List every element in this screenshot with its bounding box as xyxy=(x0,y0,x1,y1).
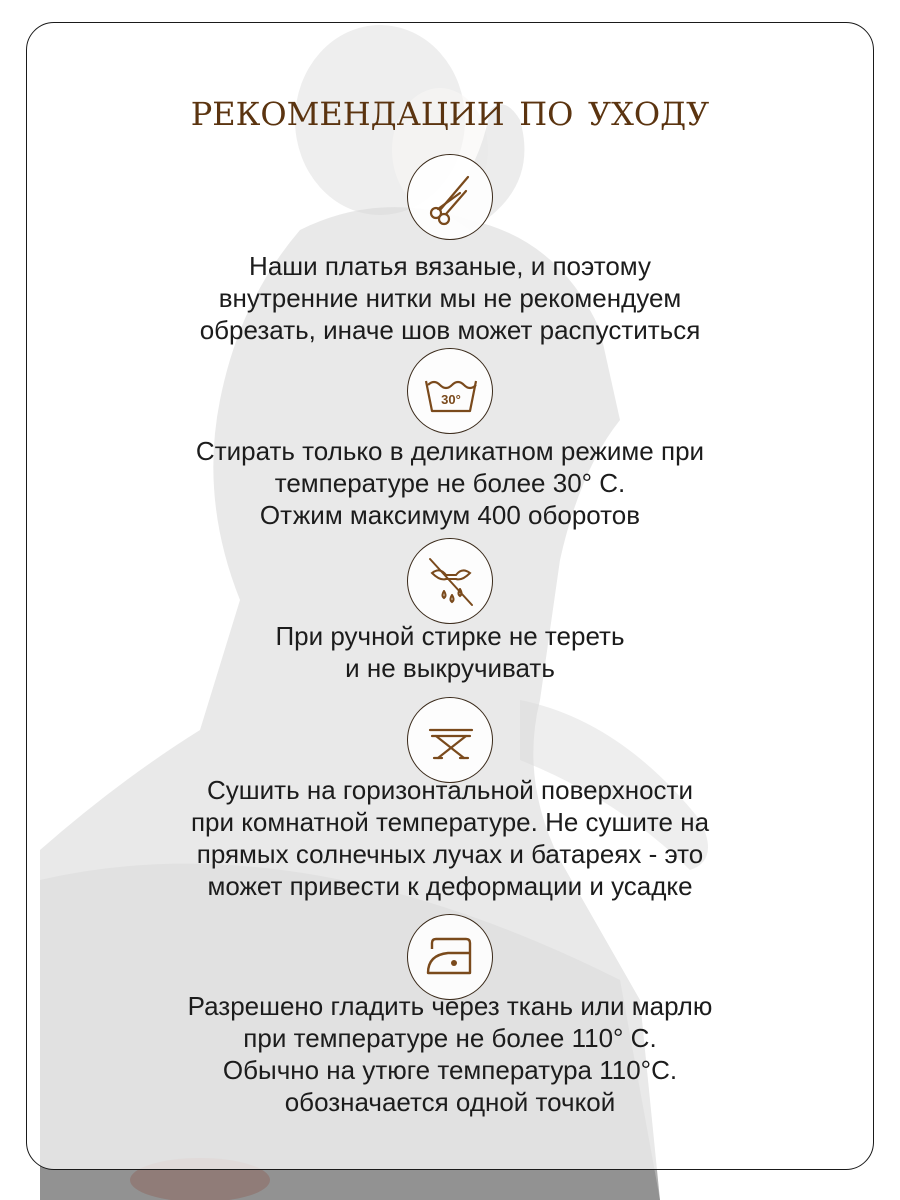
text-line: при температуре не более 110° С. xyxy=(243,1023,657,1053)
text-line: при комнатной температуре. Не сушите на xyxy=(190,807,710,837)
text-line: Наши платья вязаные, и поэтому xyxy=(249,251,651,281)
text-line: Разрешено гладить через ткань или марлю xyxy=(187,991,713,1021)
iron-icon xyxy=(407,914,493,1000)
text-line: Стирать только в деликатном режиме при xyxy=(195,436,705,466)
text-line: внутренние нитки мы не рекомендуем xyxy=(218,283,682,313)
text-line: температуре не более 30° С. xyxy=(274,468,626,498)
no-wring-icon xyxy=(407,538,493,624)
text-line: При ручной стирке не тереть xyxy=(275,621,625,651)
wash-30-icon xyxy=(407,348,493,434)
text-line: может привести к деформации и усадке xyxy=(207,871,693,901)
text-line: Отжим максимум 400 оборотов xyxy=(259,500,641,530)
text-line: обрезать, иначе шов может распуститься xyxy=(199,315,701,345)
scissors-icon xyxy=(407,154,493,240)
iron-dot xyxy=(451,960,457,966)
care-text-wash xyxy=(60,435,840,531)
text-line: и не выкручивать xyxy=(345,653,555,683)
wash-temp-label: 30° xyxy=(441,392,461,407)
care-text-ironing xyxy=(60,990,840,1118)
page-title: рекомендации по уходу xyxy=(190,82,710,136)
care-text-drying xyxy=(60,774,840,902)
care-text-handwash xyxy=(60,620,840,684)
care-text-trim xyxy=(60,250,840,346)
text-line: Обычно на утюге температура 110°С. xyxy=(222,1055,678,1085)
text-line: обозначается одной точкой xyxy=(284,1087,616,1117)
text-line: Сушить на горизонтальной поверхности xyxy=(207,775,693,805)
text-line: прямых солнечных лучах и батареях - это xyxy=(196,839,704,869)
dry-flat-icon xyxy=(407,697,493,783)
